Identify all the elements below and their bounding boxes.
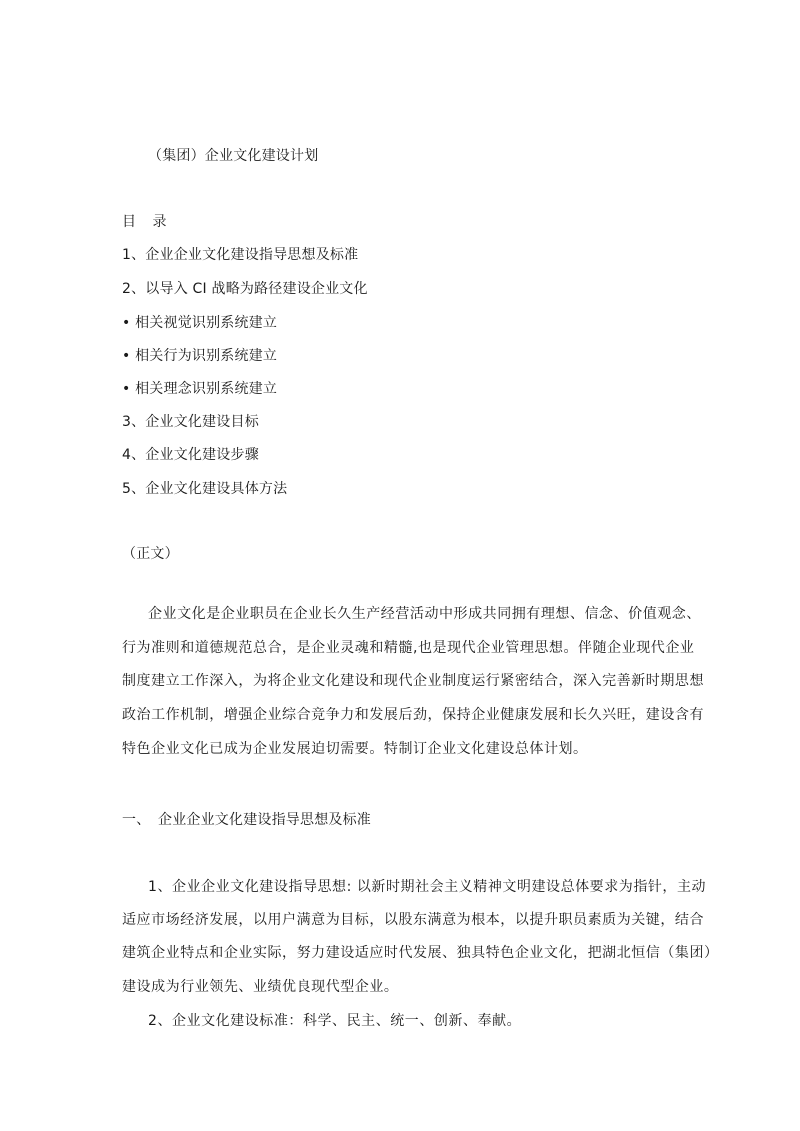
toc-item: 3、企业文化建设目标 (122, 414, 259, 430)
toc-item: 1、企业企业文化建设指导思想及标准 (122, 247, 359, 263)
section-title-text: 企业企业文化建设指导思想及标准 (158, 812, 371, 828)
toc-item: • 相关理念识别系统建立 (122, 381, 278, 397)
toc-heading: 目 录 (122, 214, 173, 230)
section-paragraph-line: 建筑企业特点和企业实际，努力建设适应时代发展、独具特色企业文化，把湖北恒信（集团） (122, 945, 719, 961)
section-paragraph-line: 2、企业文化建设标准：科学、民主、统一、创新、奉献。 (148, 1013, 522, 1029)
intro-paragraph-line: 特色企业文化已成为企业发展迫切需要。特制订企业文化建设总体计划。 (122, 741, 588, 757)
intro-paragraph-line: 政治工作机制，增强企业综合竞争力和发展后劲，保持企业健康发展和长久兴旺，建设含有 (122, 707, 704, 723)
toc-item: • 相关视觉识别系统建立 (122, 315, 278, 331)
toc-item: 2、以导入 CI 战略为路径建设企业文化 (122, 281, 368, 297)
intro-paragraph-line: 行为准则和道德规范总合，是企业灵魂和精髓,也是现代企业管理思想。伴随企业现代企业 (122, 640, 695, 656)
toc-item: 5、企业文化建设具体方法 (122, 481, 288, 497)
section-number: 一、 (122, 812, 151, 828)
section-paragraph-line: 1、企业企业文化建设指导思想: 以新时期社会主义精神文明建设总体要求为指针，主动 (148, 879, 707, 895)
toc-item: • 相关行为识别系统建立 (122, 348, 278, 364)
section-heading (122, 810, 371, 830)
document-title: （集团）企业文化建设计划 (148, 148, 319, 164)
toc-item: 4、企业文化建设步骤 (122, 447, 259, 463)
section-paragraph-line: 建设成为行业领先、业绩优良现代型企业。 (122, 979, 399, 995)
body-label: （正文） (122, 546, 179, 562)
section-paragraph-line: 适应市场经济发展，以用户满意为目标，以股东满意为根本，以提升职员素质为关键，结合 (122, 912, 704, 928)
intro-paragraph-line: 企业文化是企业职员在企业长久生产经营活动中形成共同拥有理想、信念、价值观念、 (148, 606, 701, 622)
intro-paragraph-line: 制度建立工作深入，为将企业文化建设和现代企业制度运行紧密结合，深入完善新时期思想 (122, 673, 704, 689)
